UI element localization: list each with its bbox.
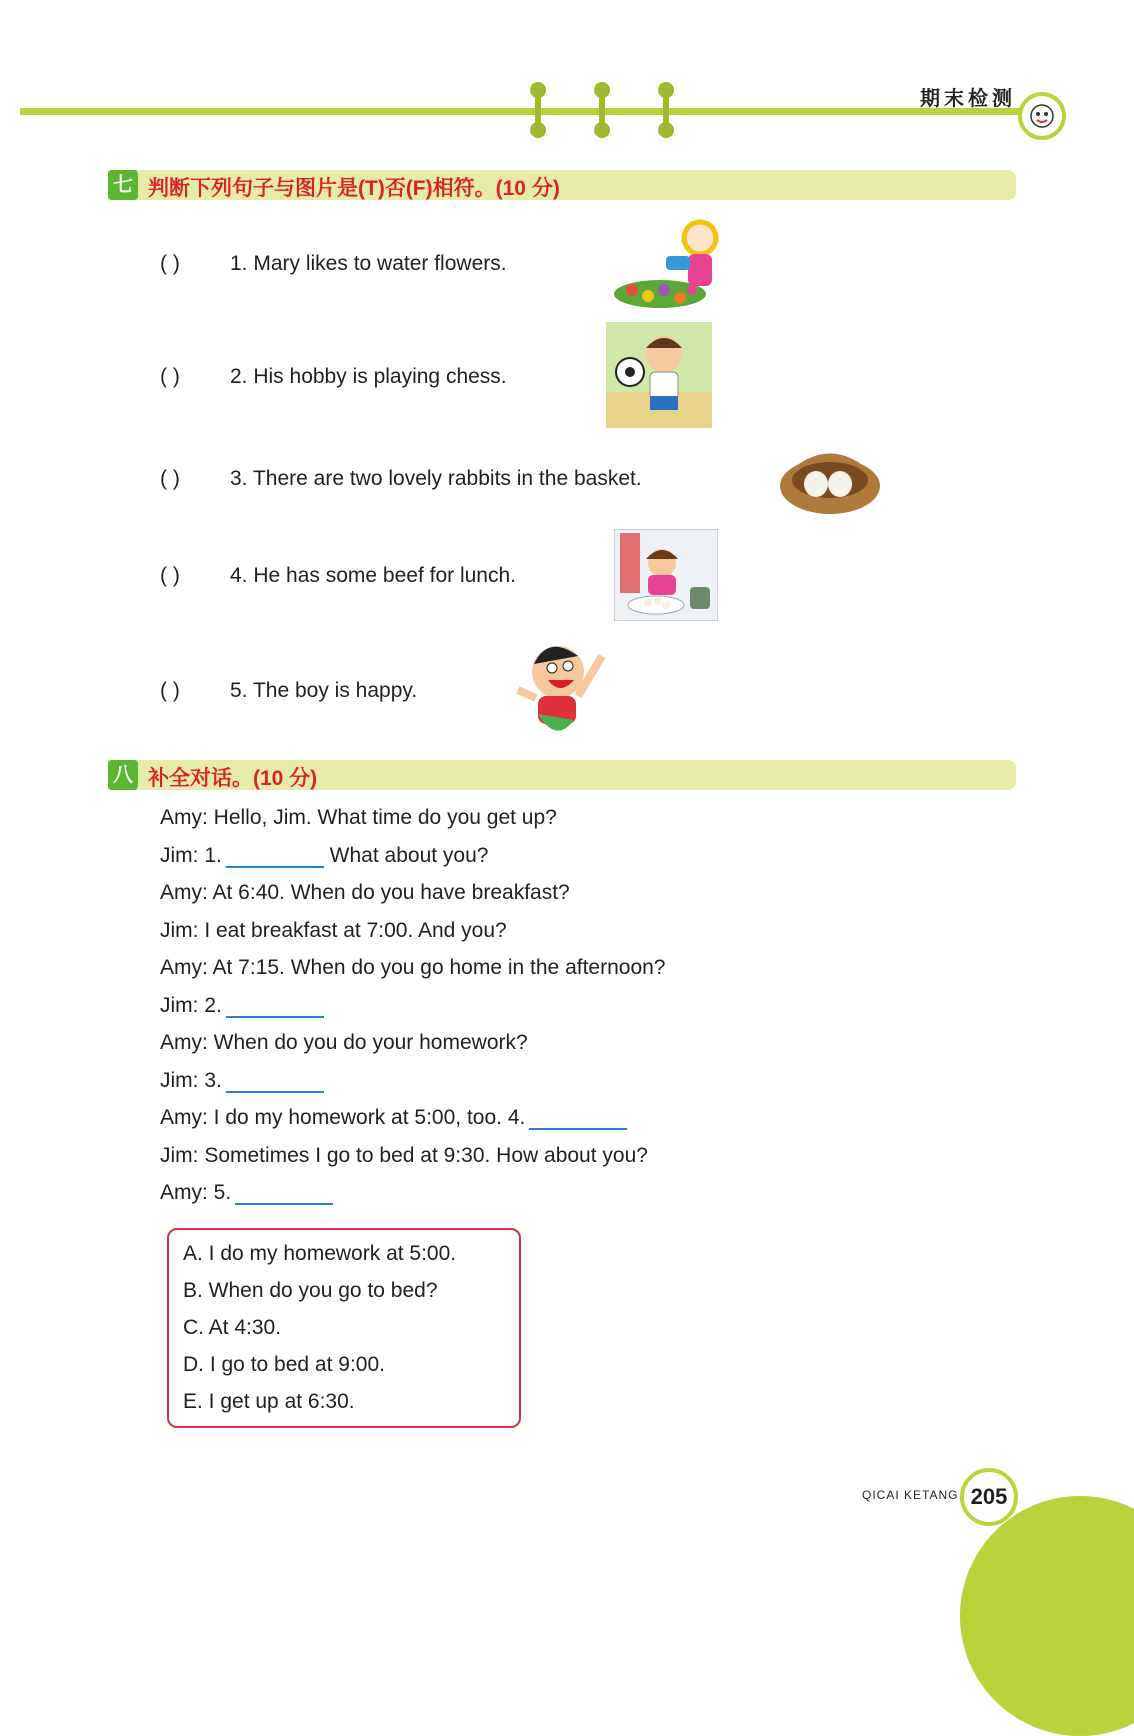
question-text: 2. His hobby is playing chess.: [230, 365, 507, 388]
question-3: [160, 467, 642, 491]
question-text: 5. The boy is happy.: [230, 679, 418, 702]
section-7-title: 判断下列句子与图片是(T)否(F)相符。(10 分): [148, 177, 560, 200]
answer-blank-5[interactable]: [235, 1183, 333, 1205]
question-1: [160, 252, 507, 276]
dialogue-line: Amy: At 6:40. When do you have breakfast?: [160, 881, 570, 904]
dialogue-line: Amy: At 7:15. When do you go home in the afternoon?: [160, 956, 666, 979]
dialogue-line: Jim: Sometimes I go to bed at 9:30. How about you?: [160, 1144, 648, 1167]
header-ornament: [599, 88, 605, 132]
option-c: C. At 4:30.: [183, 1316, 282, 1339]
option-b: B. When do you go to bed?: [183, 1279, 438, 1302]
happy-boy-cartoon-image: [508, 634, 616, 746]
section-8-header: [108, 760, 1016, 790]
dialogue-line: Amy: I do my homework at 5:00, too. 4.: [160, 1106, 627, 1130]
answer-blank-2[interactable]: [226, 996, 324, 1018]
dialogue-line: Amy: 5.: [160, 1181, 333, 1205]
answer-paren[interactable]: ( ): [160, 564, 180, 587]
dialogue-line: Amy: Hello, Jim. What time do you get up?: [160, 806, 557, 829]
dialogue-line: Jim: 3.: [160, 1069, 324, 1093]
header-line: [20, 108, 1030, 115]
option-a: A. I do my homework at 5:00.: [183, 1242, 457, 1265]
question-2: [160, 365, 507, 389]
dialogue-line: Amy: When do you do your homework?: [160, 1031, 528, 1054]
question-text: 1. Mary likes to water flowers.: [230, 252, 507, 275]
header-ornament: [535, 88, 541, 132]
answer-blank-1[interactable]: [226, 846, 324, 868]
answer-blank-4[interactable]: [529, 1108, 627, 1130]
option-e: E. I get up at 6:30.: [183, 1390, 355, 1413]
question-4: [160, 564, 516, 588]
answer-paren[interactable]: ( ): [160, 467, 180, 490]
section-8-title: 补全对话。(10 分): [148, 767, 318, 790]
answer-paren[interactable]: ( ): [160, 365, 180, 388]
girl-eating-dumplings-image: [614, 529, 718, 621]
dialogue-line: Jim: 2.: [160, 994, 324, 1018]
section-7-header: [108, 170, 1016, 200]
header-title: 期末检测: [920, 88, 1016, 110]
option-d: D. I go to bed at 9:00.: [183, 1353, 385, 1376]
dialogue-line: Jim: I eat breakfast at 7:00. And you?: [160, 919, 507, 942]
page-number: 205: [960, 1468, 1018, 1526]
section-7-number: 七: [108, 170, 138, 200]
rabbits-in-basket-image: [778, 444, 882, 516]
question-text: 3. There are two lovely rabbits in the basket.: [230, 467, 642, 490]
boy-playing-football-image: [606, 322, 712, 428]
answer-options-box: [167, 1228, 521, 1428]
section-8-number: 八: [108, 760, 138, 790]
question-text: 4. He has some beef for lunch.: [230, 564, 516, 587]
footer-brand: QICAI KETANG: [862, 1488, 959, 1502]
header-ornament: [663, 88, 669, 132]
girl-watering-flowers-image: [612, 212, 724, 310]
corner-decoration: [960, 1496, 1134, 1736]
answer-paren[interactable]: ( ): [160, 679, 180, 702]
answer-paren[interactable]: ( ): [160, 252, 180, 275]
answer-blank-3[interactable]: [226, 1071, 324, 1093]
header-mascot-icon: [1018, 92, 1066, 140]
dialogue-line: Jim: 1. What about you?: [160, 844, 489, 867]
question-5: [160, 679, 417, 703]
